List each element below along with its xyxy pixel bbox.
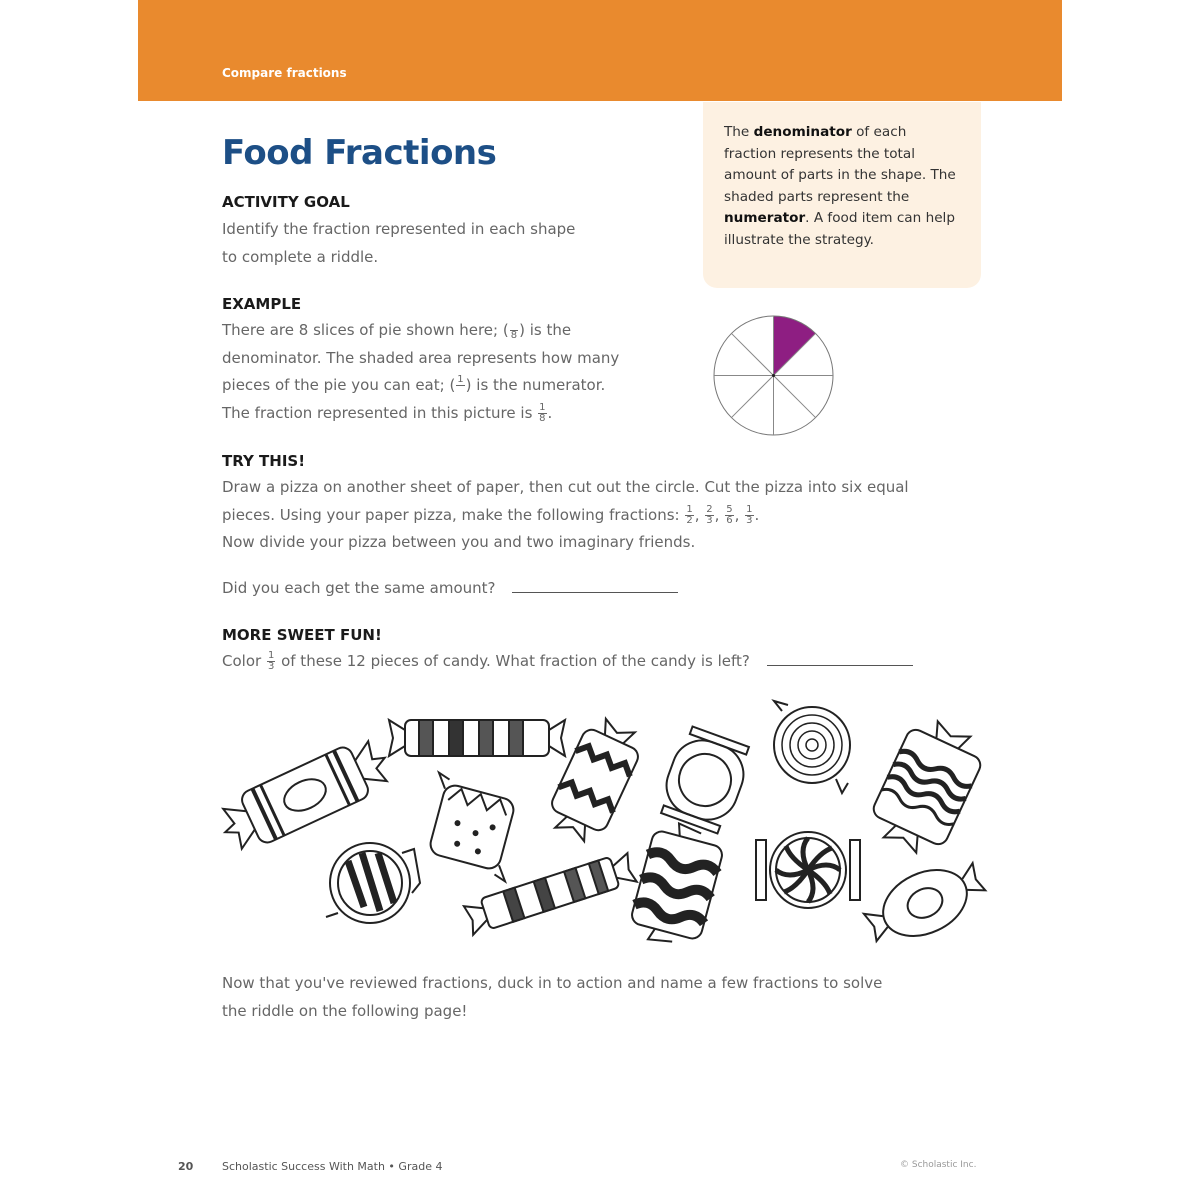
answer-blank-candy-left[interactable] [767,665,913,666]
candy-icon [215,732,397,857]
page-title: Food Fractions [222,133,497,173]
candy-icon [774,701,850,793]
candy-icon [416,773,528,882]
fraction: $\frac{1}{3}$ [267,650,275,672]
section-label: Compare fractions [222,66,347,80]
candy-illustrations [215,695,990,955]
fraction: 1 [457,374,464,385]
candy-icon [858,850,990,955]
book-title: Scholastic Success With Math • Grade 4 [222,1160,443,1173]
same-amount-question: Did you each get the same amount? [222,575,678,603]
pie-chart-illustration [713,315,834,436]
try-this-text: Draw a pizza on another sheet of paper, then cut out the circle. Cut the pizza into six equal pieces. Using your paper pizza, make the following fractions: $\frac{1}{2}$ , $\frac{2}{3}$ , $\frac{5}{6}$ , $\frac{1}{3}$ . Now divide your pizza between you and two imaginary friends. [222,478,909,551]
tip-callout: The denominator of each fraction represents the total amount of parts in the shape. The shaded parts represent the numerator. A food item can help illustrate the strategy. [703,102,981,288]
candy-icon [756,832,860,908]
fraction: 8 [510,320,518,341]
candy-icon [864,712,990,862]
try-this-heading: TRY THIS! [222,452,306,470]
page-number: 20 [178,1160,194,1173]
more-sweet-fun-heading: MORE SWEET FUN! [222,626,382,644]
activity-goal-heading: ACTIVITY GOAL [222,193,350,211]
candy-icon [627,818,728,953]
copyright: © Scholastic Inc. [900,1160,977,1170]
denominator-term: denominator [753,124,852,140]
candy-icon [326,843,420,923]
activity-goal-text: Identify the fraction represented in each shape to complete a riddle. [222,220,576,266]
fraction: $\frac{1}{8}$ [539,401,546,424]
example-heading: EXAMPLE [222,295,302,313]
numerator-term: numerator [724,210,806,226]
fraction: $\frac{5}{6}$ [726,503,733,526]
header-band [138,0,1062,101]
closing-text: Now that you've reviewed fractions, duck in to action and name a few fractions to solve the riddle on the following page! [222,974,883,1020]
candy-icon [542,713,647,847]
example-text: There are 8 slices of pie shown here; ( 8 ) is the denominator. The shaded area represents how many pieces of the pie you can eat; ( 1 ) is the numerator. The fraction represented in this picture is $\frac{1}{8}$ . [222,321,620,424]
candy-icon [389,720,565,756]
fraction: $\frac{1}{3}$ [746,503,753,526]
fraction: $\frac{1}{2}$ [686,503,693,526]
fraction: $\frac{2}{3}$ [706,503,713,526]
answer-blank-same-amount[interactable] [512,592,678,593]
more-sweet-fun-text: Color $\frac{1}{3}$ of these 12 pieces of candy. What fraction of the candy is left? [222,648,913,676]
candy-icon [655,724,754,835]
